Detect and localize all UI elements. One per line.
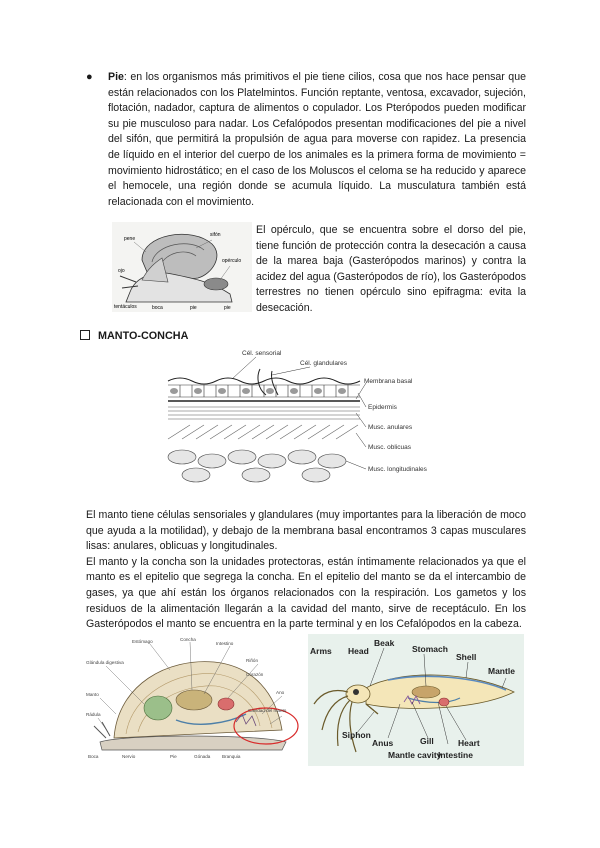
label-snail-h: Cavidad del manto [248,708,287,713]
foot-figure [112,222,252,312]
label-cel-glandulares: Cél. glandulares [300,360,347,367]
label-heart: Heart [458,738,480,748]
label-musc-anulares: Musc. anulares [368,424,413,431]
label-stomach: Stomach [412,644,448,654]
label-operculo: opérculo [222,258,242,264]
label-snail-g: Ano [276,690,285,695]
label-pie-2: pie [224,305,231,311]
label-head: Head [348,646,369,656]
label-snail-f: Corazón [246,672,264,677]
section-heading-text: MANTO-CONCHA [98,330,189,342]
label-snail-a: Estómago [132,639,153,644]
label-tentaculos: tentáculos [114,304,137,310]
label-snail-j: Rádula [86,712,101,717]
label-gill: Gill [420,736,434,746]
label-siphon: Siphon [342,730,371,740]
label-snail-c: Glándula digestiva [86,660,124,665]
label-arms: Arms [310,646,332,656]
manto-paragraph-1: El manto tiene células sensoriales y glandulares (muy importantes para la liberación de moco que ayuda a la motilidad), y debajo de la membrana basal encontramos 3 capas musculares lisas: anulares, oblicuas y longitudinales. [86,509,526,553]
label-snail-n: Gónada [194,754,211,759]
mantle-tissue-figure [160,345,440,490]
label-snail-l: Nervio [122,754,136,759]
label-membrana-basal: Membrana basal [364,378,413,385]
snail-anatomy-figure [86,634,302,762]
pie-text: : en los organismos más primitivos el pie tiene cilios, cosa que nos hace pensar que están relacionados con los Platelmintos. Función reptante, ventosa, excavador, sujeción, flotación, nadador, captura de alimentos o copulador. Los Pterópodos pueden modificar su pie musculoso para nadar. Los Cefalópodos presentan modificaciones del pie a nivel del sifón, que permitirá la propulsión de agua para moverse con rapidez. La presencia de líquido en el interior del cuerpo de los animales es la primera forma de movimiento = movimiento hidrostático; en el caso de los Moluscos el celoma se ha reducido y aparece el hemocele, una región donde se acumula líquido. La musculatura también está relacionada con el movimiento. [108,71,526,208]
label-ojo: ojo [118,268,125,274]
bullet-dot: ● [86,71,93,83]
label-snail-i: Manto [86,692,99,697]
manto-text-block [86,508,526,633]
label-mantle-cavity: Mantle cavity [388,750,442,760]
label-snail-e: Riñón [246,658,259,663]
label-beak: Beak [374,638,395,648]
label-intestine: Intestine [438,750,473,760]
label-snail-o: Branquia [222,754,241,759]
label-boca: boca [152,305,163,311]
label-snail-k: Boca [88,754,99,759]
label-mantle: Mantle [488,666,515,676]
manto-paragraph-2: El manto y la concha son la unidades protectoras, están íntimamente relacionados ya que el manto es el epitelio que segrega la concha. En el epitelio del manto se da el intercambio de gases, ya que ahí están los órganos relacionados con la respiración. Los gametos y los residuos de la alimentación llegarán a la cavidad del manto, sirve de receptáculo. En los Gasterópodos el manto se encuentra en la parte terminal y en los Cefalópodos en la cabeza. [86,555,526,631]
opercule-paragraph: El opérculo, que se encuentra sobre el dorso del pie, tiene función de protección contra la desecación a causa de la marea baja (Gasterópodos marinos) y contra la acidez del agua (Gasterópodos de río), los Gasterópodos terrestres no tienen opérculo sino epifragma: evita la desecación. [256,224,526,314]
label-snail-m: Pie [170,754,177,759]
pie-term: Pie [108,71,124,83]
label-sifon: sifón [210,232,221,238]
squid-anatomy-figure [308,634,524,766]
label-cel-sensorial: Cél. sensorial [242,350,282,357]
label-snail-d: Intestino [216,641,234,646]
label-snail-b: Concha [180,637,196,642]
section-heading [80,329,188,342]
label-pie: pie [190,305,197,311]
label-musc-oblicuas: Musc. oblicuas [368,444,411,451]
label-pene: pene [124,236,136,242]
checkbox-bullet-icon [80,330,90,340]
label-anus: Anus [372,738,394,748]
label-epidermis: Epidermis [368,404,397,411]
pie-paragraph [108,70,526,210]
label-shell: Shell [456,652,477,662]
label-musc-longitudinales: Musc. longitudinales [368,466,427,473]
